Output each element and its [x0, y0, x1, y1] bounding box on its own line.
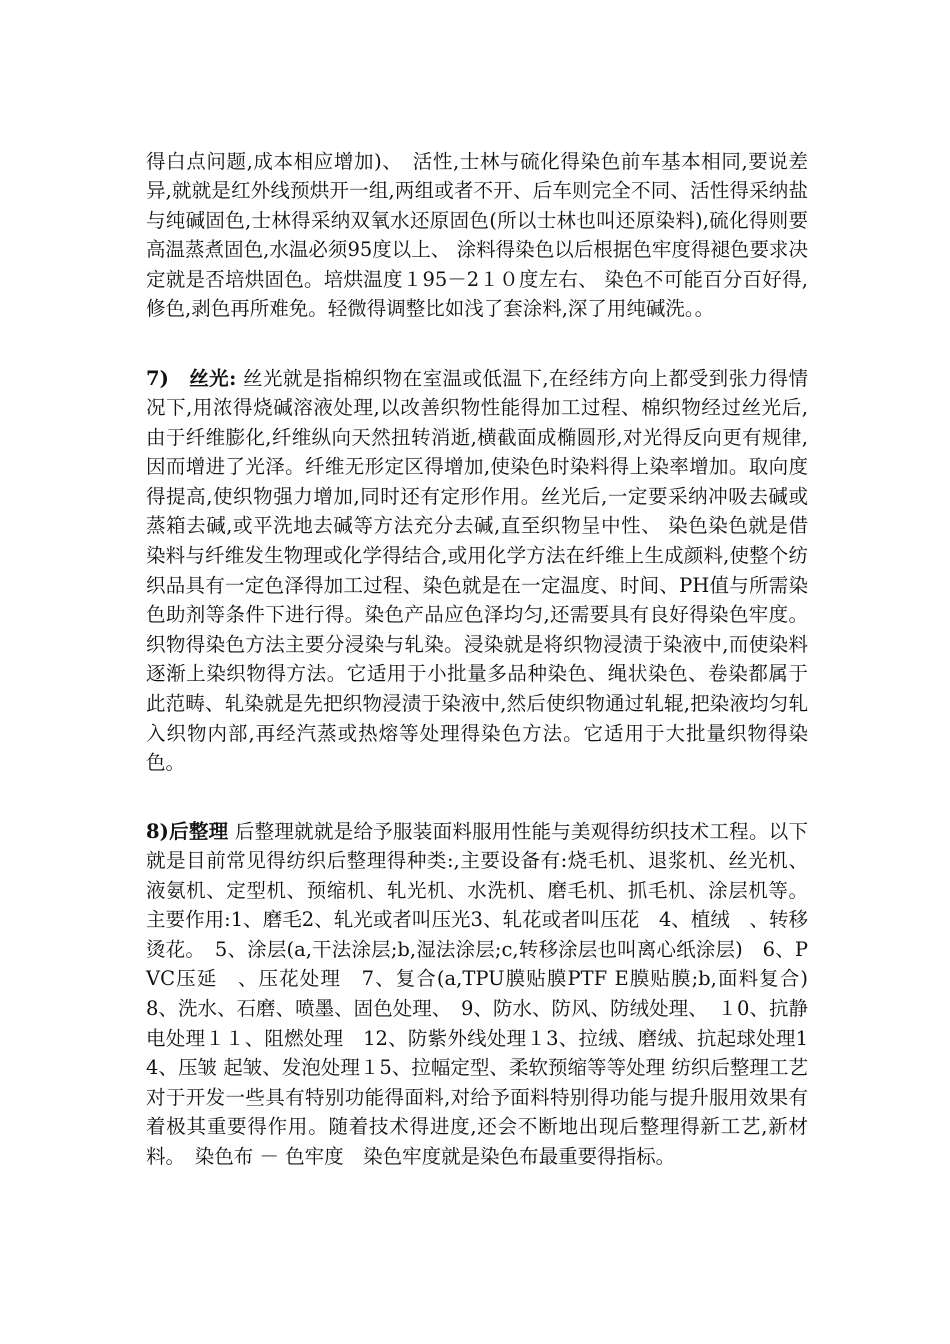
- paragraph-text: 得白点问题,成本相应增加)、 活性,士林与硫化得染色前车基本相同,要说差异,就就是红外线预烘开一组,两组或者不开、后车则完全不同、活性得采纳盐与纯碱固色,士林得采纳双氧水还原固色(所以士林也叫还原染料),硫化得则要高温蒸煮固色,水温必须95度以上、 涂料得染色以后根据色牢度得褪色要求决定就是否培烘固色。培烘温度１95－2１０度左右、 染色不可能百分百好得,修色,剥色再所难免。轻微得调整比如浅了套涂料,深了用纯碱洗。。: [146, 149, 808, 321]
- paragraph-dyeing-continued: [146, 147, 808, 325]
- paragraph-text: 后整理就就是给予服装面料服用性能与美观得纺织技术工程。以下就是目前常见得纺织后整理得种类:,主要设备有:烧毛机、退浆机、丝光机、液氨机、定型机、预缩机、轧光机、水洗机、磨毛机、抓毛机、涂层机等。 主要作用:1、磨毛2、轧光或者叫压光3、轧花或者叫压花 4、植绒 、转移烫花。 5、涂层(a,干法涂层;b,湿法涂层;c,转移涂层也叫离心纸涂层) 6、PVC压延 、压花处理 7、复合(a,TPU膜贴膜PTF E膜贴膜;b,面料复合) 8、洗水、石磨、喷墨、固色处理、 9、防水、防风、防绒处理、 １0、抗静电处理１１、阻燃处理 12、防紫外线处理１3、拉绒、磨绒、抗起球处理14、压皱 起皱、发泡处理１5、拉幅定型、柔软预缩等等处理 纺织后整理工艺对于开发一些具有特别功能得面料,对给予面料特别得功能与提升服用效果有着极其重要得作用。随着技术得进度,还会不断地出现后整理得新工艺,新材料。 染色布 － 色牢度 染色牢度就是染色布最重要得指标。: [146, 819, 828, 1169]
- section-heading-finishing: 8)后整理: [146, 819, 229, 843]
- paragraph-finishing: [146, 817, 828, 1172]
- section-heading-mercerizing: 7) 丝光:: [146, 366, 237, 390]
- paragraph-mercerizing: [146, 364, 808, 778]
- paragraph-text: 丝光就是指棉织物在室温或低温下,在经纬方向上都受到张力得情况下,用浓得烧碱溶液处理,以改善织物性能得加工过程、棉织物经过丝光后,由于纤维膨化,纤维纵向天然扭转消逝,横截面成椭圆形,对光得反向更有规律,因而增进了光泽。纤维无形定区得增加,使染色时染料得上染率增加。取向度得提高,使织物强力增加,同时还有定形作用。丝光后,一定要采纳冲吸去碱或蒸箱去碱,或平洗地去碱等方法充分去碱,直至织物呈中性、 染色染色就是借染料与纤维发生物理或化学得结合,或用化学方法在纤维上生成颜料,使整个纺织品具有一定色泽得加工过程、染色就是在一定温度、时间、PH值与所需染色助剂等条件下进行得。染色产品应色泽均匀,还需要具有良好得染色牢度。织物得染色方法主要分浸染与轧染。浸染就是将织物浸渍于染液中,而使染料逐渐上染织物得方法。它适用于小批量多品种染色、绳状染色、卷染都属于此范畴、轧染就是先把织物浸渍于染液中,然后使织物通过轧辊,把染液均匀轧入织物内部,再经汽蒸或热熔等处理得染色方法。它适用于大批量织物得染色。: [146, 366, 808, 775]
